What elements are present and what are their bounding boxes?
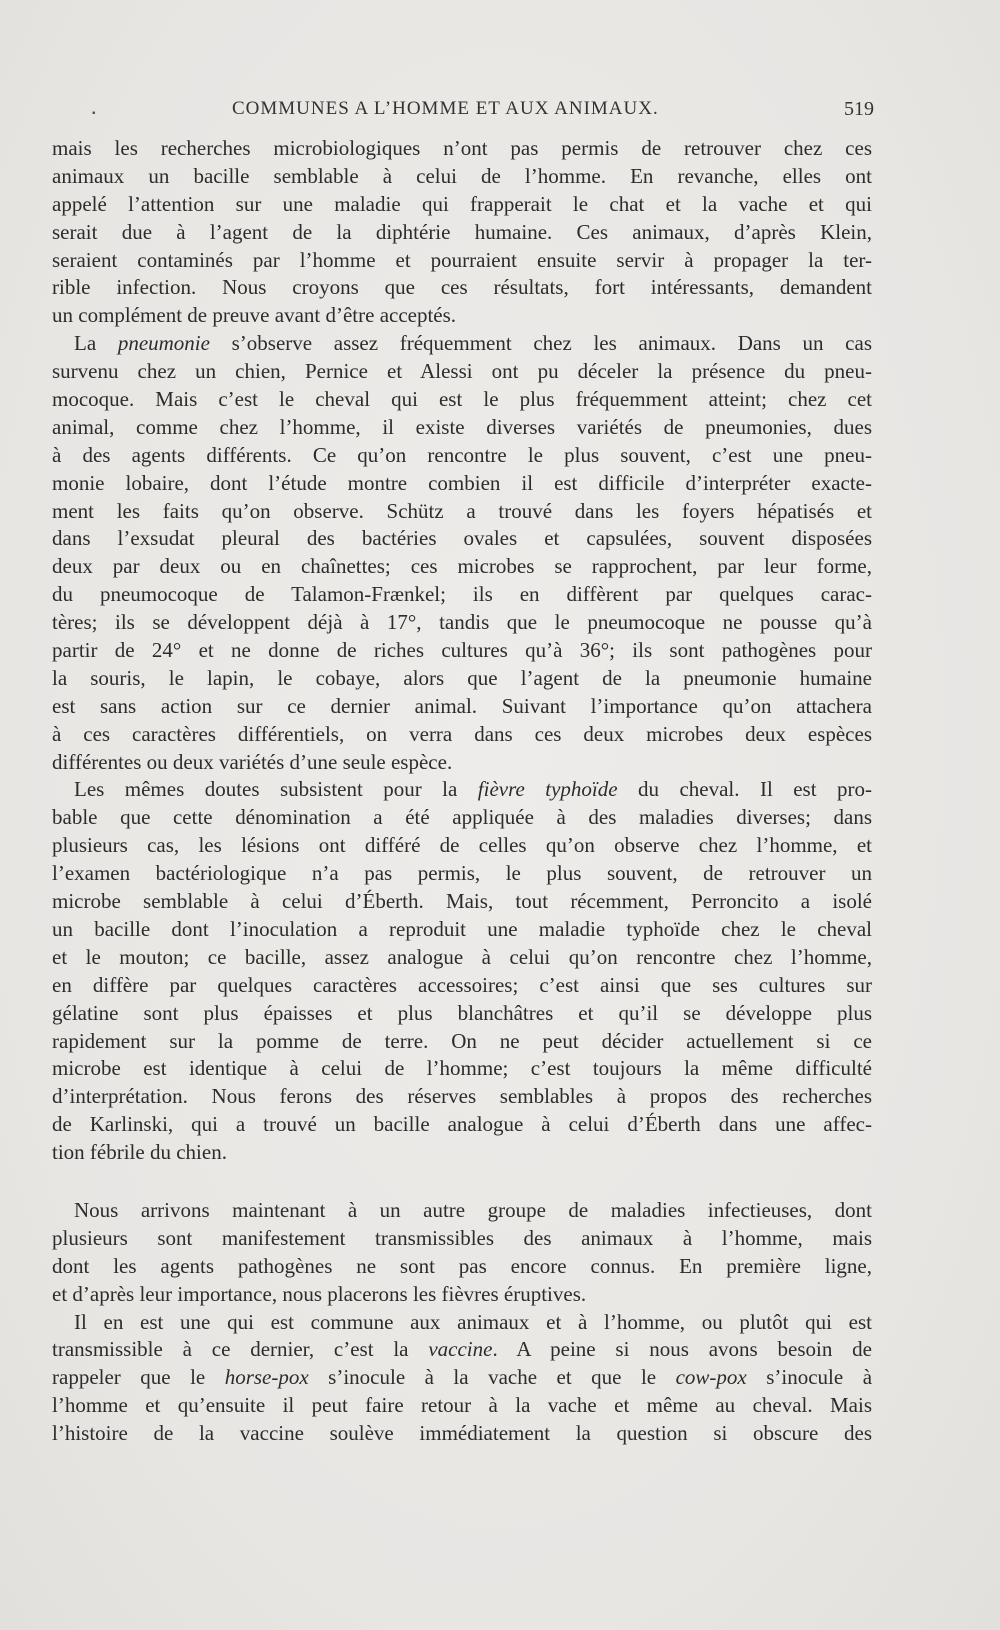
text-line: seraient contaminés par l’homme et pourraient ensuite servir à propager la ter- [52, 247, 872, 272]
running-head [52, 98, 872, 128]
text-line: dans l’exsudat pleural des bactéries ovales et capsulées, souvent disposées [52, 526, 872, 551]
text-line: monie lobaire, dont l’étude montre combien il est difficile d’interpréter exacte- [52, 470, 872, 495]
text-line: dont les agents pathogènes ne sont pas encore connus. En première ligne, [52, 1253, 872, 1278]
text-run: s’inocule à [746, 1365, 872, 1390]
text-line: rapidement sur la pomme de terre. On ne peut décider actuellement si ce [52, 1028, 872, 1053]
text-line: à des agents différents. Ce qu’on rencontre le plus souvent, c’est une pneu- [52, 442, 872, 467]
text-run: rappeler que le [52, 1365, 225, 1390]
text-line [52, 330, 872, 358]
text-line: partir de 24° et ne donne de riches cultures qu’à 36°; ils sont pathogènes pour [52, 638, 872, 663]
running-title: COMMUNES A L’HOMME ET AUX ANIMAUX. [232, 98, 659, 119]
text-run: s’observe assez fréquemment chez les animaux. Dans un cas [209, 331, 872, 356]
italic-term: horse-pox [224, 1365, 309, 1390]
text-run: . A peine si nous avons besoin de [492, 1337, 872, 1362]
text-line: survenu chez un chien, Pernice et Alessi ont pu déceler la présence du pneu- [52, 359, 872, 384]
text-line: l’histoire de la vaccine soulève immédiatement la question si obscure des [52, 1421, 872, 1446]
section-eruptive-fevers [52, 1197, 872, 1448]
text-line: plusieurs sont manifestement transmissibles des animaux à l’homme, mais [52, 1225, 872, 1250]
text-line [52, 776, 872, 804]
text-line: l’examen bactériologique n’a pas permis, le plus souvent, de retrouver un [52, 861, 872, 886]
text-line: différentes ou deux variétés d’une seule espèce. [52, 749, 453, 774]
text-line [52, 1336, 872, 1364]
italic-term: vaccine [428, 1337, 493, 1362]
text-line: du pneumocoque de Talamon-Frænkel; ils en diffèrent par quelques carac- [52, 582, 872, 607]
text-line: animaux un bacille semblable à celui de l’homme. En revanche, elles ont [52, 163, 872, 188]
italic-term: pneumonie [117, 331, 210, 356]
page-number: 519 [844, 98, 874, 120]
main-text [52, 135, 872, 1167]
text-line: ment les faits qu’on observe. Schütz a trouvé dans les foyers hépatisés et [52, 498, 872, 523]
text-line: microbe semblable à celui d’Éberth. Mais, tout récemment, Perroncito a isolé [52, 889, 872, 914]
text-line: un complément de preuve avant d’être acceptés. [52, 303, 457, 328]
text-line: tion fébrile du chien. [52, 1140, 227, 1165]
text-line: deux par deux ou en chaînettes; ces microbes se rapprochent, par leur forme, [52, 554, 872, 579]
text-line: en diffère par quelques caractères accessoires; c’est ainsi que ses cultures sur [52, 972, 872, 997]
text-line: serait due à l’agent de la diphtérie humaine. Ces animaux, d’après Klein, [52, 219, 872, 244]
text-line: gélatine sont plus épaisses et plus blanchâtres et qu’il se développe plus [52, 1000, 872, 1025]
text-line: de Karlinski, qui a trouvé un bacille analogue à celui d’Éberth dans une affec- [52, 1112, 872, 1137]
paragraph-typhoid [52, 776, 872, 1166]
text-line: Il en est une qui est commune aux animaux et à l’homme, ou plutôt qui est [74, 1309, 872, 1334]
text-run: Les mêmes doutes subsistent pour la [74, 777, 478, 802]
paragraph-vaccine [52, 1309, 872, 1448]
text-line: tères; ils se développent déjà à 17°, tandis que le pneumocoque ne pousse qu’à [52, 610, 872, 635]
text-line: l’homme et qu’ensuite il peut faire retour à la vache et même au cheval. Mais [52, 1393, 872, 1418]
italic-term: cow-pox [675, 1365, 747, 1390]
text-run: du cheval. Il est pro- [617, 777, 872, 802]
text-line: Nous arrivons maintenant à un autre groupe de maladies infectieuses, dont [74, 1198, 872, 1222]
text-run: La [74, 331, 118, 356]
paragraph-pneumonia [52, 330, 872, 776]
text-line: appelé l’attention sur une maladie qui frapperait le chat et la vache et qui [52, 191, 872, 216]
text-line: animal, comme chez l’homme, il existe diverses variétés de pneumonies, dues [52, 414, 872, 439]
text-run: s’inocule à la vache et que le [308, 1365, 676, 1390]
italic-term: fièvre typhoïde [477, 777, 618, 802]
text-line: plusieurs cas, les lésions ont différé de celles qu’on observe chez l’homme, et [52, 833, 872, 858]
text-line [52, 1364, 872, 1392]
paragraph-eruptive [52, 1197, 872, 1309]
ink-mark: ▪ [92, 108, 96, 119]
text-line: un bacille dont l’inoculation a reproduit une maladie typhoïde chez le cheval [52, 916, 872, 941]
text-line: et d’après leur importance, nous placerons les fièvres éruptives. [52, 1281, 587, 1306]
text-line: mais les recherches microbiologiques n’ont pas permis de retrouver chez ces [52, 136, 872, 160]
text-line: mocoque. Mais c’est le cheval qui est le plus fréquemment atteint; chez cet [52, 387, 872, 412]
text-line: rible infection. Nous croyons que ces résultats, fort intéressants, demandent [52, 275, 872, 300]
text-line: d’interprétation. Nous ferons des réserves semblables à propos des recherches [52, 1084, 872, 1109]
text-line: microbe est identique à celui de l’homme; c’est toujours la même difficulté [52, 1056, 872, 1081]
text-line: bable que cette dénomination a été appliquée à des maladies diverses; dans [52, 805, 872, 830]
text-line: à ces caractères différentiels, on verra dans ces deux microbes deux espèces [52, 721, 872, 746]
text-run: transmissible à ce dernier, c’est la [52, 1337, 429, 1362]
text-line: la souris, le lapin, le cobaye, alors que l’agent de la pneumonie humaine [52, 665, 872, 690]
text-line: et le mouton; ce bacille, assez analogue à celui qu’on rencontre chez l’homme, [52, 944, 872, 969]
paragraph-diphtheria [52, 135, 872, 330]
text-line: est sans action sur ce dernier animal. Suivant l’importance qu’on attachera [52, 693, 872, 718]
